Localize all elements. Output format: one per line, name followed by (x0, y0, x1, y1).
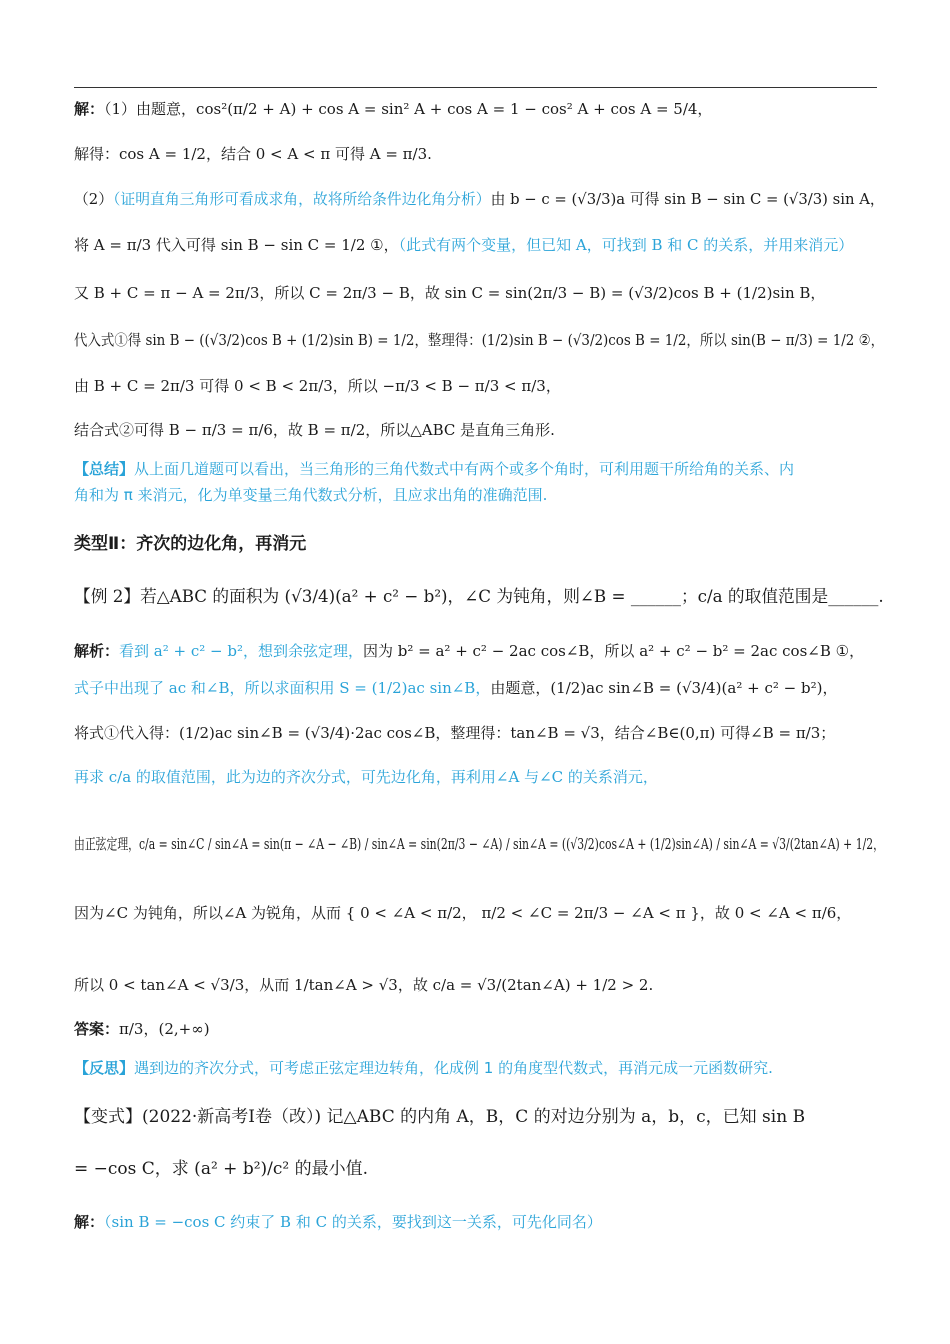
text-line-22 (74, 1106, 884, 1128)
text-span: 解： (74, 1213, 105, 1231)
text-span: 【总结】 (74, 460, 135, 478)
text-span: 解得：cos A = 1/2，结合 0 < A < π 可得 A = π/3. (74, 145, 432, 163)
text-line-18 (74, 902, 884, 924)
text-span: 由正弦定理，c/a = sin∠C / sin∠A = sin(π − ∠A − ∠B) / sin∠A = sin(2π/3 − ∠A) / sin∠A = ((√3/2)cos∠A + (1/2)sin∠A) / sin∠A = √3/(2tan∠A) + 1/2， (74, 835, 884, 853)
text-span: 【反思】 (74, 1059, 135, 1077)
text-span: 由 b − c = (√3/3)a 可得 sin B − sin C = (√3/3) sin A， (490, 190, 885, 208)
text-line-19 (74, 974, 884, 996)
text-span: 看到 a² + c² − b²，想到余弦定理， (119, 642, 363, 660)
text-span: = −cos C，求 (a² + b²)/c² 的最小值. (74, 1159, 369, 1179)
text-span: 【例 2】若△ABC 的面积为 (√3/4)(a² + c² − b²)，∠C 为钝角，则∠B = ______；c/a 的取值范围是______. (74, 587, 884, 607)
text-line-2 (74, 143, 884, 165)
text-line-13 (74, 640, 884, 662)
text-line-23 (74, 1158, 884, 1180)
text-span: 解析： (74, 642, 120, 660)
text-line-6 (74, 329, 885, 351)
top-rule (74, 87, 877, 88)
text-line-11 (74, 533, 884, 555)
text-line-4 (74, 234, 884, 256)
text-line-20 (74, 1018, 884, 1040)
text-span: 将 A = π/3 代入可得 sin B − sin C = 1/2 ①， (74, 236, 399, 254)
text-span: π/3，(2,+∞) (119, 1020, 210, 1038)
text-span: 遇到边的齐次分式，可考虑正弦定理边转角，化成例 1 的角度型代数式，再消元成一元函数研究. (134, 1059, 773, 1077)
text-line-17 (74, 833, 884, 855)
text-line-3 (74, 188, 885, 210)
text-span: 因为∠C 为钝角，所以∠A 为锐角，从而 { 0 < ∠A < π/2， π/2 < ∠C = 2π/3 − ∠A < π }，故 0 < ∠A < π/6， (74, 904, 852, 922)
text-line-24 (74, 1211, 884, 1233)
text-span: 因为 b² = a² + c² − 2ac cos∠B，所以 a² + c² − b² = 2ac cos∠B ①， (362, 642, 865, 660)
text-span: 所以 0 < tan∠A < √3/3，从而 1/tan∠A > √3，故 c/a = √3/(2tan∠A) + 1/2 > 2. (74, 976, 654, 994)
text-line-16 (74, 766, 884, 788)
text-line-5 (74, 282, 884, 304)
text-span: 答案： (74, 1020, 120, 1038)
text-span: 角和为 π 来消元，化为单变量三角代数式分析，且应求出角的准确范围. (74, 486, 548, 504)
text-span: 又 B + C = π − A = 2π/3，所以 C = 2π/3 − B，故 sin C = sin(2π/3 − B) = (√3/2)cos B + (1/2)sin B， (74, 284, 826, 302)
text-span: 由题意，(1/2)ac sin∠B = (√3/4)(a² + c² − b²)， (490, 679, 838, 697)
text-span: 类型Ⅱ：齐次的边化角，再消元 (74, 534, 307, 554)
text-span: 【变式】(2022·新高考Ⅰ卷（改）) 记△ABC 的内角 A，B，C 的对边分别为 a，b，c，已知 sin B (74, 1107, 806, 1127)
text-line-14 (74, 677, 884, 699)
text-span: （证明直角三角形可看成求角，故将所给条件边化角分析） (113, 190, 491, 208)
text-span: 式子中出现了 ac 和∠B，所以求面积用 S = (1/2)ac sin∠B， (74, 679, 491, 697)
text-line-21 (74, 1057, 884, 1079)
text-line-15 (74, 722, 884, 744)
text-span: （sin B = −cos C 约束了 B 和 C 的关系，要找到这一关系，可先化同名） (104, 1213, 602, 1231)
text-span: （2） (74, 190, 114, 208)
text-line-9 (74, 458, 884, 480)
text-span: （1）由题意，cos²(π/2 + A) + cos A = sin² A + cos A = 1 − cos² A + cos A = 5/4， (104, 100, 713, 118)
text-line-10 (74, 484, 884, 506)
text-span: 代入式①得 sin B − ((√3/2)cos B + (1/2)sin B) = 1/2，整理得：(1/2)sin B − (√3/2)cos B = 1/2，所以 sin(B − π/3) = 1/2 ②， (74, 331, 885, 349)
text-line-8 (74, 419, 884, 441)
text-span: 由 B + C = 2π/3 可得 0 < B < 2π/3，所以 −π/3 < B − π/3 < π/3， (74, 377, 561, 395)
text-line-1 (74, 98, 884, 120)
text-span: 再求 c/a 的取值范围，此为边的齐次分式，可先边化角，再利用∠A 与∠C 的关系消元， (74, 768, 658, 786)
text-line-12 (74, 586, 884, 608)
text-line-7 (74, 375, 884, 397)
text-span: 结合式②可得 B − π/3 = π/6，故 B = π/2，所以△ABC 是直角三角形. (74, 421, 555, 439)
text-span: （此式有两个变量，但已知 A，可找到 B 和 C 的关系，并用来消元） (398, 236, 854, 254)
text-span: 将式①代入得：(1/2)ac sin∠B = (√3/4)·2ac cos∠B，整理得：tan∠B = √3，结合∠B∈(0,π) 可得∠B = π/3； (74, 724, 836, 742)
text-span: 解： (74, 100, 105, 118)
text-span: 从上面几道题可以看出，当三角形的三角代数式中有两个或多个角时，可利用题干所给角的关系、内 (134, 460, 795, 478)
